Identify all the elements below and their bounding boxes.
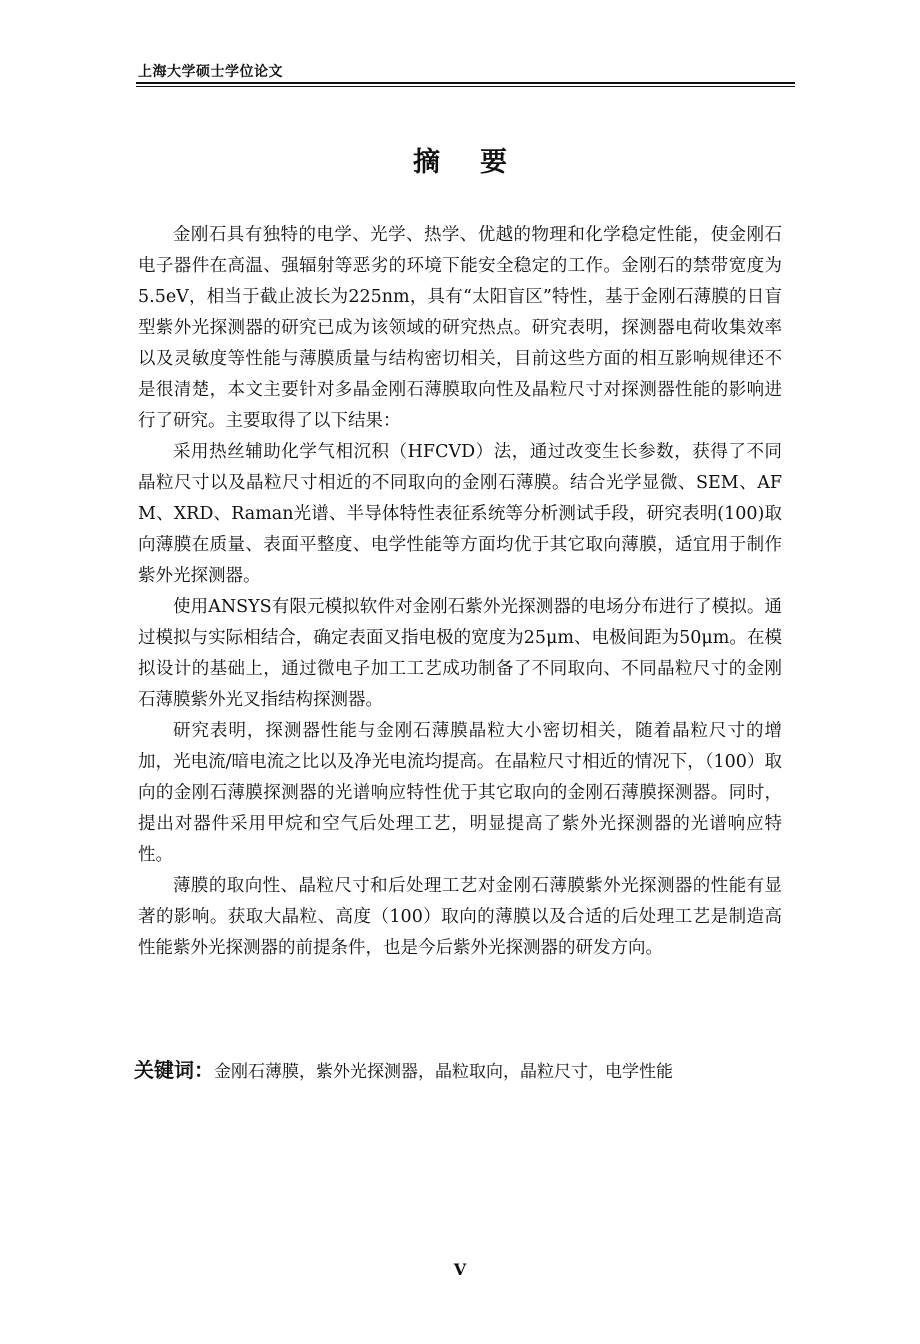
keywords-text: 金刚石薄膜，紫外光探测器，晶粒取向，晶粒尺寸，电学性能: [214, 1062, 673, 1082]
running-header: 上海大学硕士学位论文: [138, 64, 283, 80]
abstract-paragraph-3: 使用ANSYS有限元模拟软件对金刚石紫外光探测器的电场分布进行了模拟。通过模拟与实际相结合，确定表面叉指电极的宽度为25μm、电极间距为50μm。在模拟设计的基础上，通过微电子加工工艺成功制备了不同取向、不同晶粒尺寸的金刚石薄膜紫外光叉指结构探测器。: [138, 597, 782, 710]
header-rule-thin: [136, 86, 795, 87]
abstract-paragraph-5: 薄膜的取向性、晶粒尺寸和后处理工艺对金刚石薄膜紫外光探测器的性能有显著的影响。获取大晶粒、高度（100）取向的薄膜以及合适的后处理工艺是制造高性能紫外光探测器的前提条件，也是今后紫外光探测器的研发方向。: [138, 876, 782, 958]
page-number: V: [453, 1260, 467, 1279]
abstract-paragraph-4: 研究表明，探测器性能与金刚石薄膜晶粒大小密切相关，随着晶粒尺寸的增加，光电流/暗电流之比以及净光电流均提高。在晶粒尺寸相近的情况下，（100）取向的金刚石薄膜探测器的光谱响应特性优于其它取向的金刚石薄膜探测器。同时，提出对器件采用甲烷和空气后处理工艺，明显提高了紫外光探测器的光谱响应特性。: [138, 721, 782, 865]
keywords-label: 关键词：: [134, 1058, 214, 1082]
abstract-title: 摘要: [413, 147, 547, 178]
abstract-paragraph-1: 金刚石具有独特的电学、光学、热学、优越的物理和化学稳定性能，使金刚石电子器件在高温、强辐射等恶劣的环境下能安全稳定的工作。金刚石的禁带宽度为5.5eV，相当于截止波长为225nm，具有“太阳盲区”特性，基于金刚石薄膜的日盲型紫外光探测器的研究已成为该领域的研究热点。研究表明，探测器电荷收集效率以及灵敏度等性能与薄膜质量与结构密切相关，目前这些方面的相互影响规律还不是很清楚，本文主要针对多晶金刚石薄膜取向性及晶粒尺寸对探测器性能的影响进行了研究。主要取得了以下结果：: [138, 225, 782, 431]
abstract-paragraph-2: 采用热丝辅助化学气相沉积（HFCVD）法，通过改变生长参数，获得了不同晶粒尺寸以及晶粒尺寸相近的不同取向的金刚石薄膜。结合光学显微、SEM、AFM、XRD、Raman光谱、半导体特性表征系统等分析测试手段，研究表明(100)取向薄膜在质量、表面平整度、电学性能等方面均优于其它取向薄膜，适宜用于制作紫外光探测器。: [138, 442, 782, 586]
header-rule: [136, 82, 795, 84]
keywords: [134, 1055, 794, 1087]
abstract-body: [138, 220, 782, 964]
